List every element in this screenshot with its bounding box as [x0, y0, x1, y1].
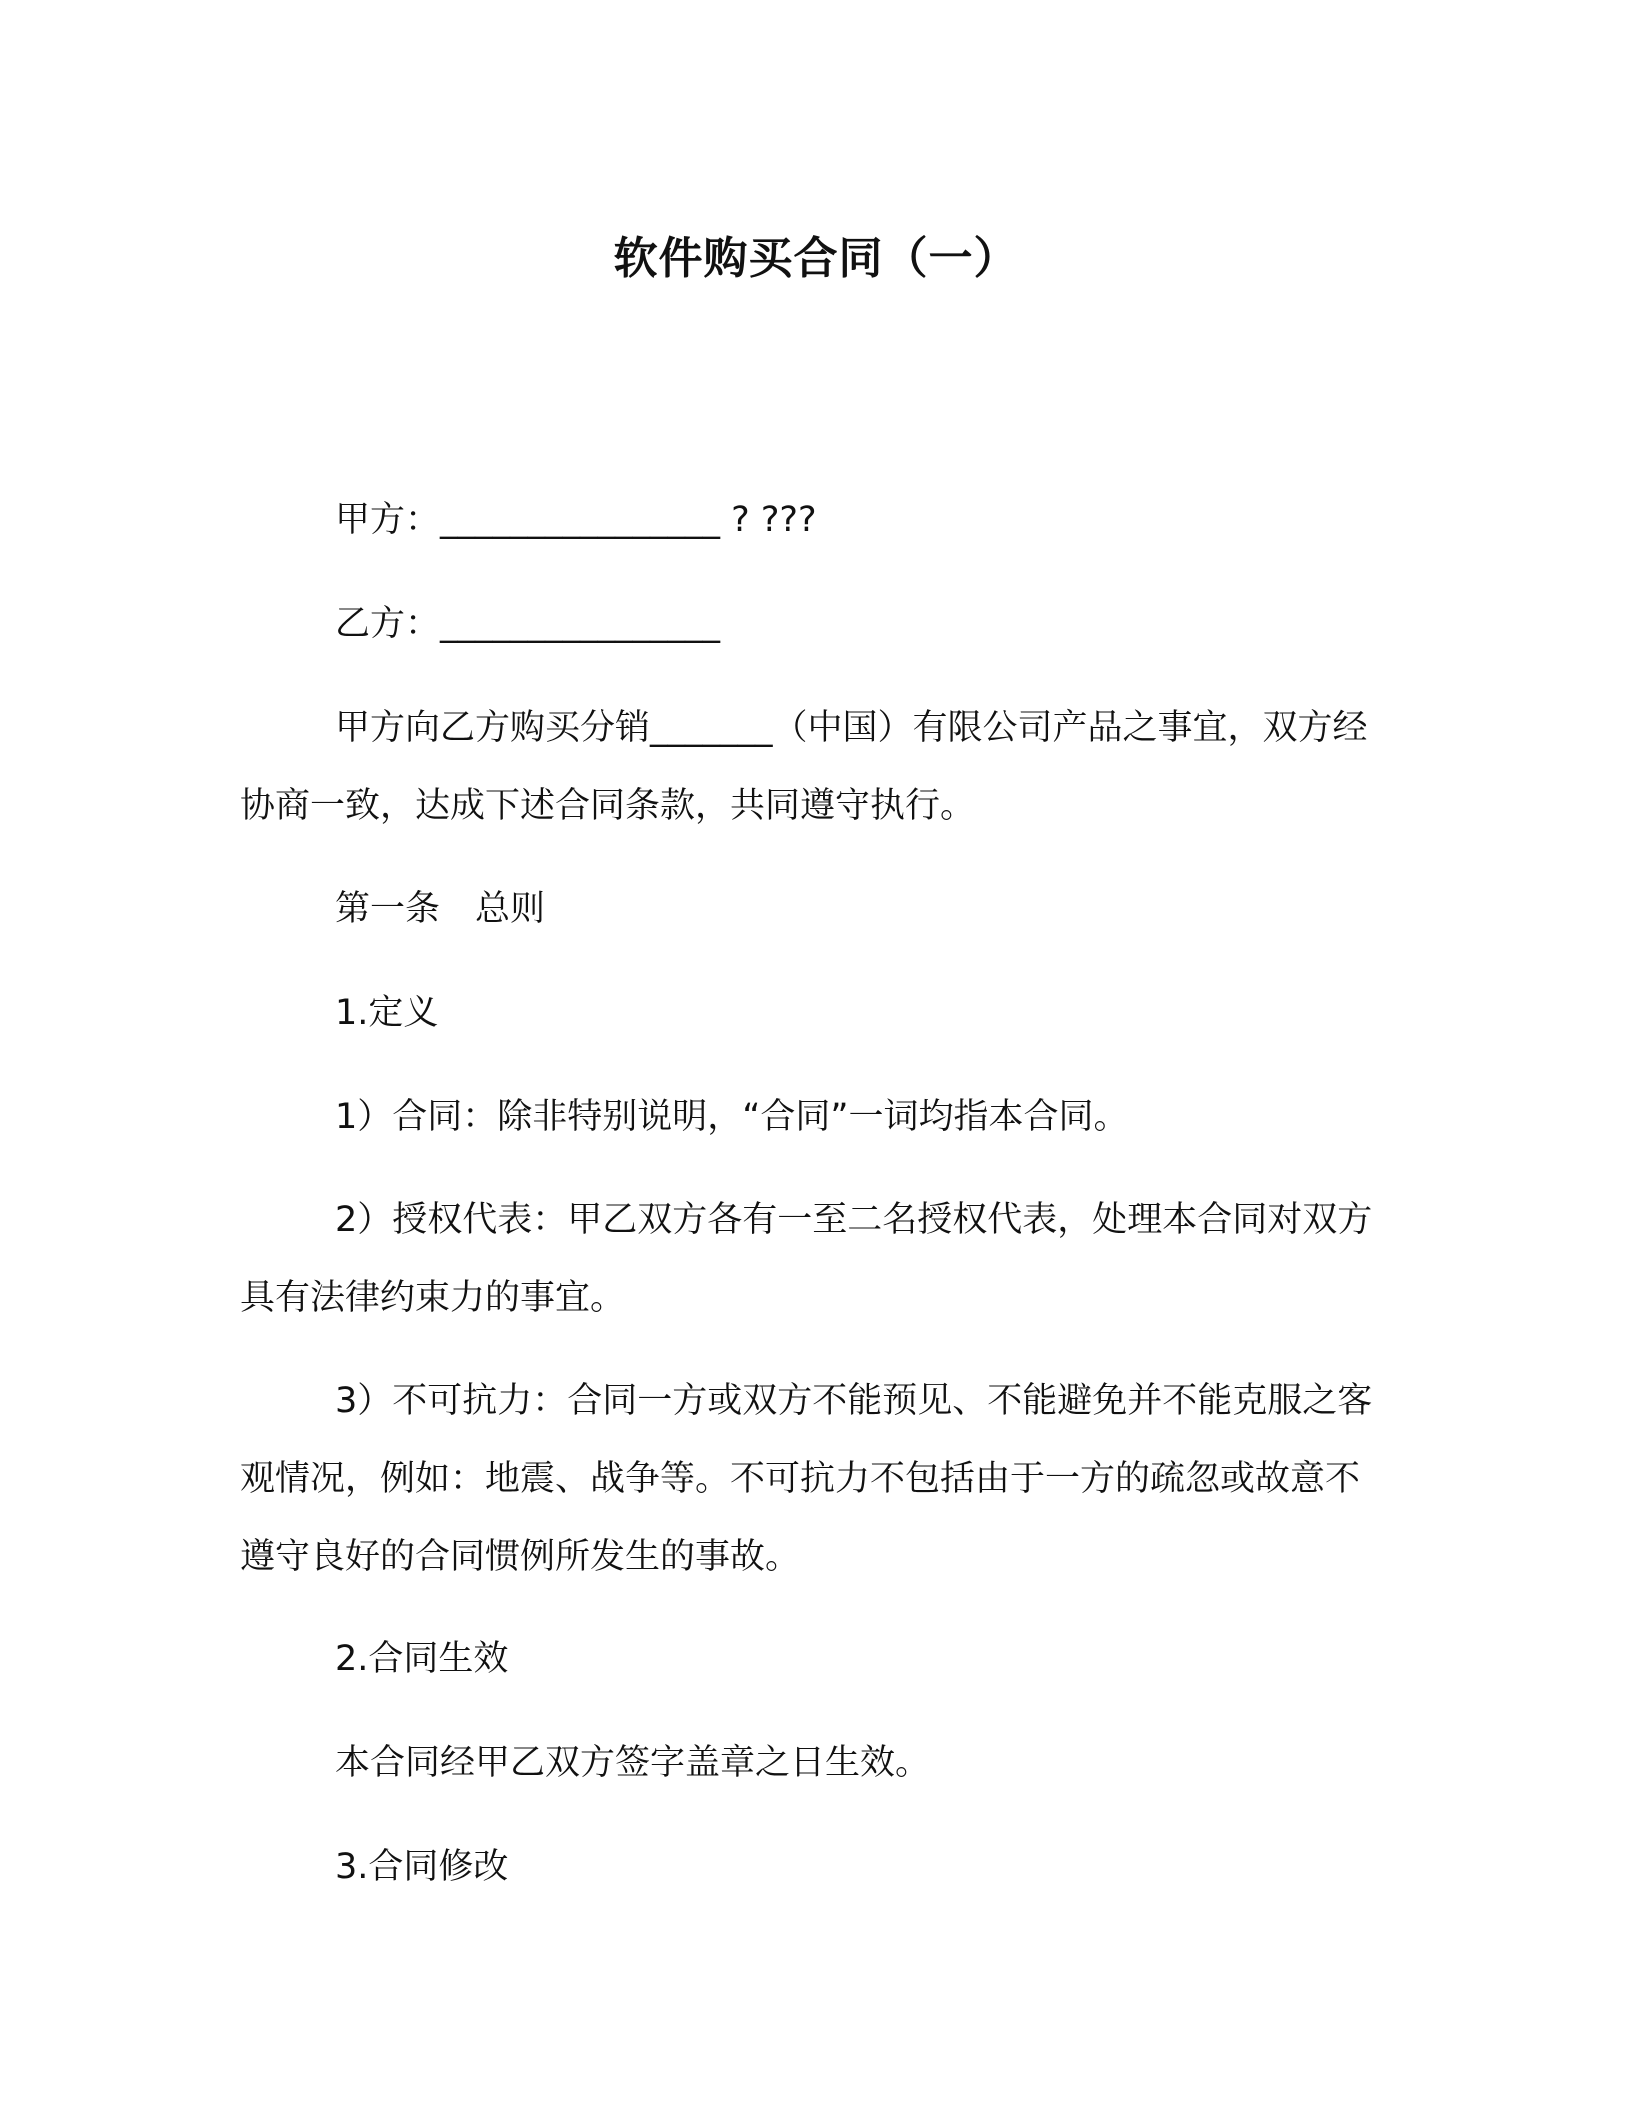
party-b-line: 乙方：________________	[335, 604, 721, 644]
section-2-heading: 2.合同生效	[335, 1639, 509, 1679]
definition-1: 1）合同：除非特别说明，“合同”一词均指本合同。	[335, 1097, 1129, 1137]
article-1-heading: 第一条 总则	[335, 889, 546, 929]
document-title: 软件购买合同（一）	[613, 233, 1019, 284]
definition-2: 2）授权代表：甲乙双方各有一至二名授权代表，处理本合同对双方具有法律约束力的事宜。	[240, 1200, 1373, 1318]
definition-3: 3）不可抗力：合同一方或双方不能预见、不能避免并不能克服之客观情况，例如：地震、战争等。不可抗力不包括由于一方的疏忽或故意不遵守良好的合同惯例所发生的事故。	[240, 1381, 1373, 1577]
party-a-line: 甲方：________________ ? ???	[335, 500, 817, 540]
section-2-text: 本合同经甲乙双方签字盖章之日生效。	[335, 1743, 931, 1783]
intro-paragraph: 甲方向乙方购买分销_______（中国）有限公司产品之事宜，双方经协商一致，达成下述合同条款，共同遵守执行。	[240, 708, 1368, 826]
section-3-heading: 3.合同修改	[335, 1847, 509, 1887]
section-1-heading: 1.定义	[335, 993, 439, 1033]
